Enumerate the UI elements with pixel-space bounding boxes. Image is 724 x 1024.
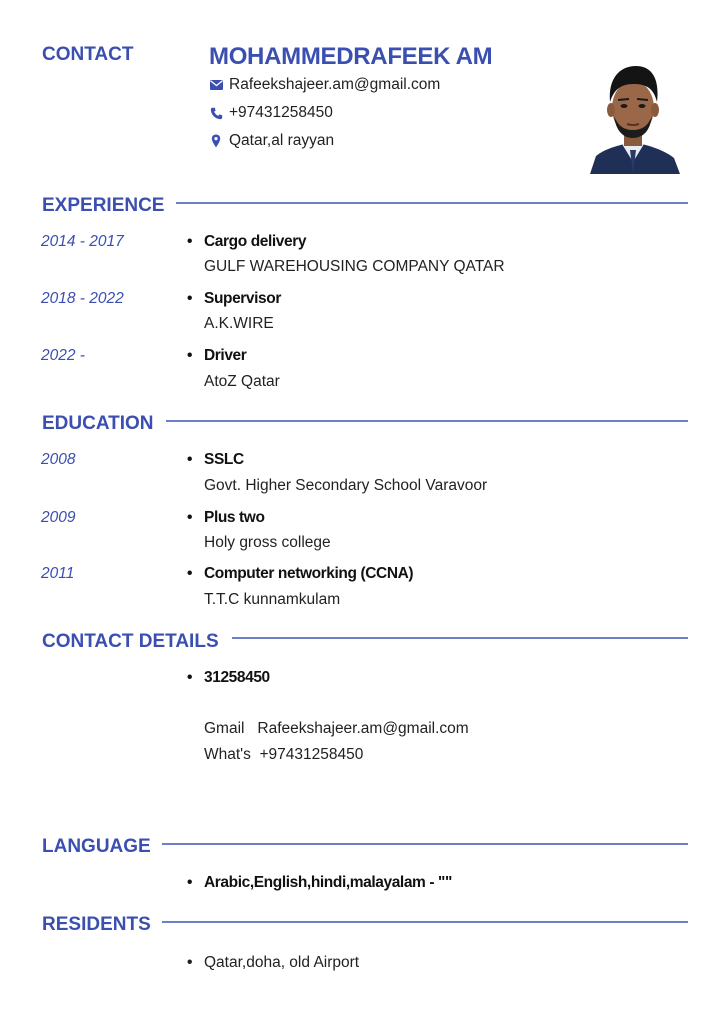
phone-icon bbox=[209, 106, 223, 120]
language-list: • Arabic,English,hindi,malayalam - "" bbox=[187, 874, 452, 891]
residence-address: • Qatar,doha, old Airport bbox=[187, 954, 360, 971]
location-pin-icon bbox=[209, 134, 223, 148]
education-degree: • Computer networking (CCNA) bbox=[187, 565, 414, 582]
language-rule bbox=[162, 843, 688, 845]
envelope-icon bbox=[209, 78, 223, 92]
education-degree: • Plus two bbox=[187, 509, 265, 526]
contact-number: • 31258450 bbox=[187, 669, 270, 686]
contact-whatsapp: What's +97431258450 bbox=[204, 746, 364, 763]
education-year: 2008 bbox=[41, 451, 76, 468]
contact-details-rule bbox=[232, 637, 688, 639]
location-row bbox=[209, 132, 334, 150]
education-year: 2009 bbox=[41, 509, 76, 526]
experience-role: • Driver bbox=[187, 347, 247, 364]
email-text: Rafeekshajeer.am@gmail.com bbox=[229, 76, 441, 93]
experience-years: 2014 - 2017 bbox=[41, 233, 124, 250]
experience-role: • Cargo delivery bbox=[187, 233, 307, 250]
language-heading: LANGUAGE bbox=[42, 836, 151, 857]
experience-company: GULF WAREHOUSING COMPANY QATAR bbox=[204, 258, 505, 275]
education-heading: EDUCATION bbox=[42, 413, 154, 434]
experience-years: 2022 - bbox=[41, 347, 85, 364]
education-year: 2011 bbox=[41, 565, 75, 582]
email-row bbox=[209, 76, 440, 94]
location-text: Qatar,al rayyan bbox=[229, 132, 335, 149]
residents-rule bbox=[162, 921, 688, 923]
contact-heading: CONTACT bbox=[42, 44, 134, 65]
phone-row bbox=[209, 104, 333, 122]
phone-text: +97431258450 bbox=[229, 104, 333, 121]
experience-rule bbox=[176, 202, 688, 204]
education-school: Govt. Higher Secondary School Varavoor bbox=[204, 477, 488, 494]
profile-photo bbox=[584, 58, 682, 174]
experience-years: 2018 - 2022 bbox=[41, 290, 124, 307]
education-school: T.T.C kunnamkulam bbox=[204, 591, 341, 608]
experience-heading: EXPERIENCE bbox=[42, 195, 165, 216]
contact-gmail: Gmail Rafeekshajeer.am@gmail.com bbox=[204, 720, 469, 737]
education-degree: • SSLC bbox=[187, 451, 244, 468]
experience-company: AtoZ Qatar bbox=[204, 373, 280, 390]
candidate-name: MOHAMMEDRAFEEK AM bbox=[209, 43, 493, 70]
residents-heading: RESIDENTS bbox=[42, 914, 151, 935]
contact-details-heading: CONTACT DETAILS bbox=[42, 631, 219, 652]
education-school: Holy gross college bbox=[204, 534, 331, 551]
experience-role: • Supervisor bbox=[187, 290, 281, 307]
experience-company: A.K.WIRE bbox=[204, 315, 274, 332]
education-rule bbox=[166, 420, 688, 422]
